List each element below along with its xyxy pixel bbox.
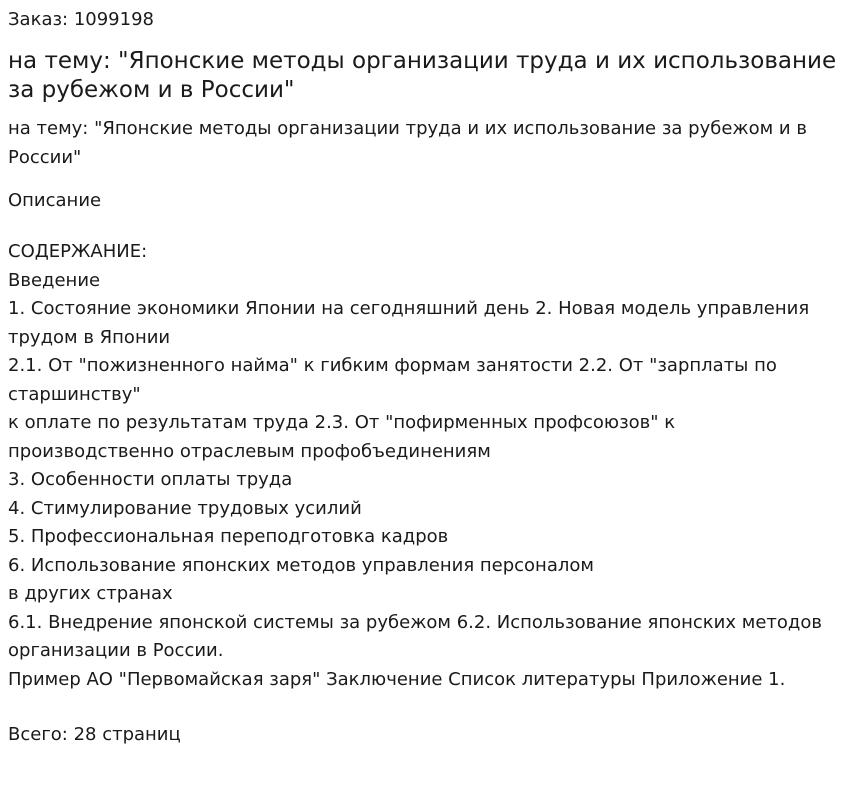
- contents-line: Пример АО "Первомайская заря" Заключение Список литературы Приложение 1.: [8, 668, 786, 690]
- contents-line: 6.1. Внедрение японской системы за рубежом 6.2. Использование японских методов организации в России.: [8, 611, 822, 661]
- contents-line: 2.1. От "пожизненного найма" к гибким формам занятости 2.2. От "зарплаты по старшинству": [8, 355, 777, 405]
- table-of-contents: [8, 238, 839, 694]
- contents-line: 3. Особенности оплаты труда: [8, 469, 293, 490]
- contents-line: СОДЕРЖАНИЕ:: [8, 241, 148, 262]
- contents-line: 5. Профессиональная переподготовка кадров: [8, 526, 449, 547]
- contents-line: 1. Состояние экономики Японии на сегодняшний день 2. Новая модель управления трудом в Японии: [8, 298, 810, 348]
- subtitle: на тему: "Японские методы организации труда и их использование за рубежом и в России": [8, 118, 807, 168]
- order-number: Заказ: 1099198: [8, 9, 154, 30]
- description-label: Описание: [8, 190, 102, 211]
- contents-line: в других странах: [8, 583, 173, 604]
- contents-line: 6. Использование японских методов управления персоналом: [8, 554, 594, 576]
- page-title: на тему: "Японские методы организации труда и их использование за рубежом и в России": [8, 48, 837, 103]
- contents-line: Введение: [8, 269, 101, 291]
- page-count: Всего: 28 страниц: [8, 724, 181, 745]
- contents-line: 4. Стимулирование трудовых усилий: [8, 497, 362, 519]
- contents-line: к оплате по результатам труда 2.3. От "пофирменных профсоюзов" к производственно отраслевым профобъединениям: [8, 412, 676, 462]
